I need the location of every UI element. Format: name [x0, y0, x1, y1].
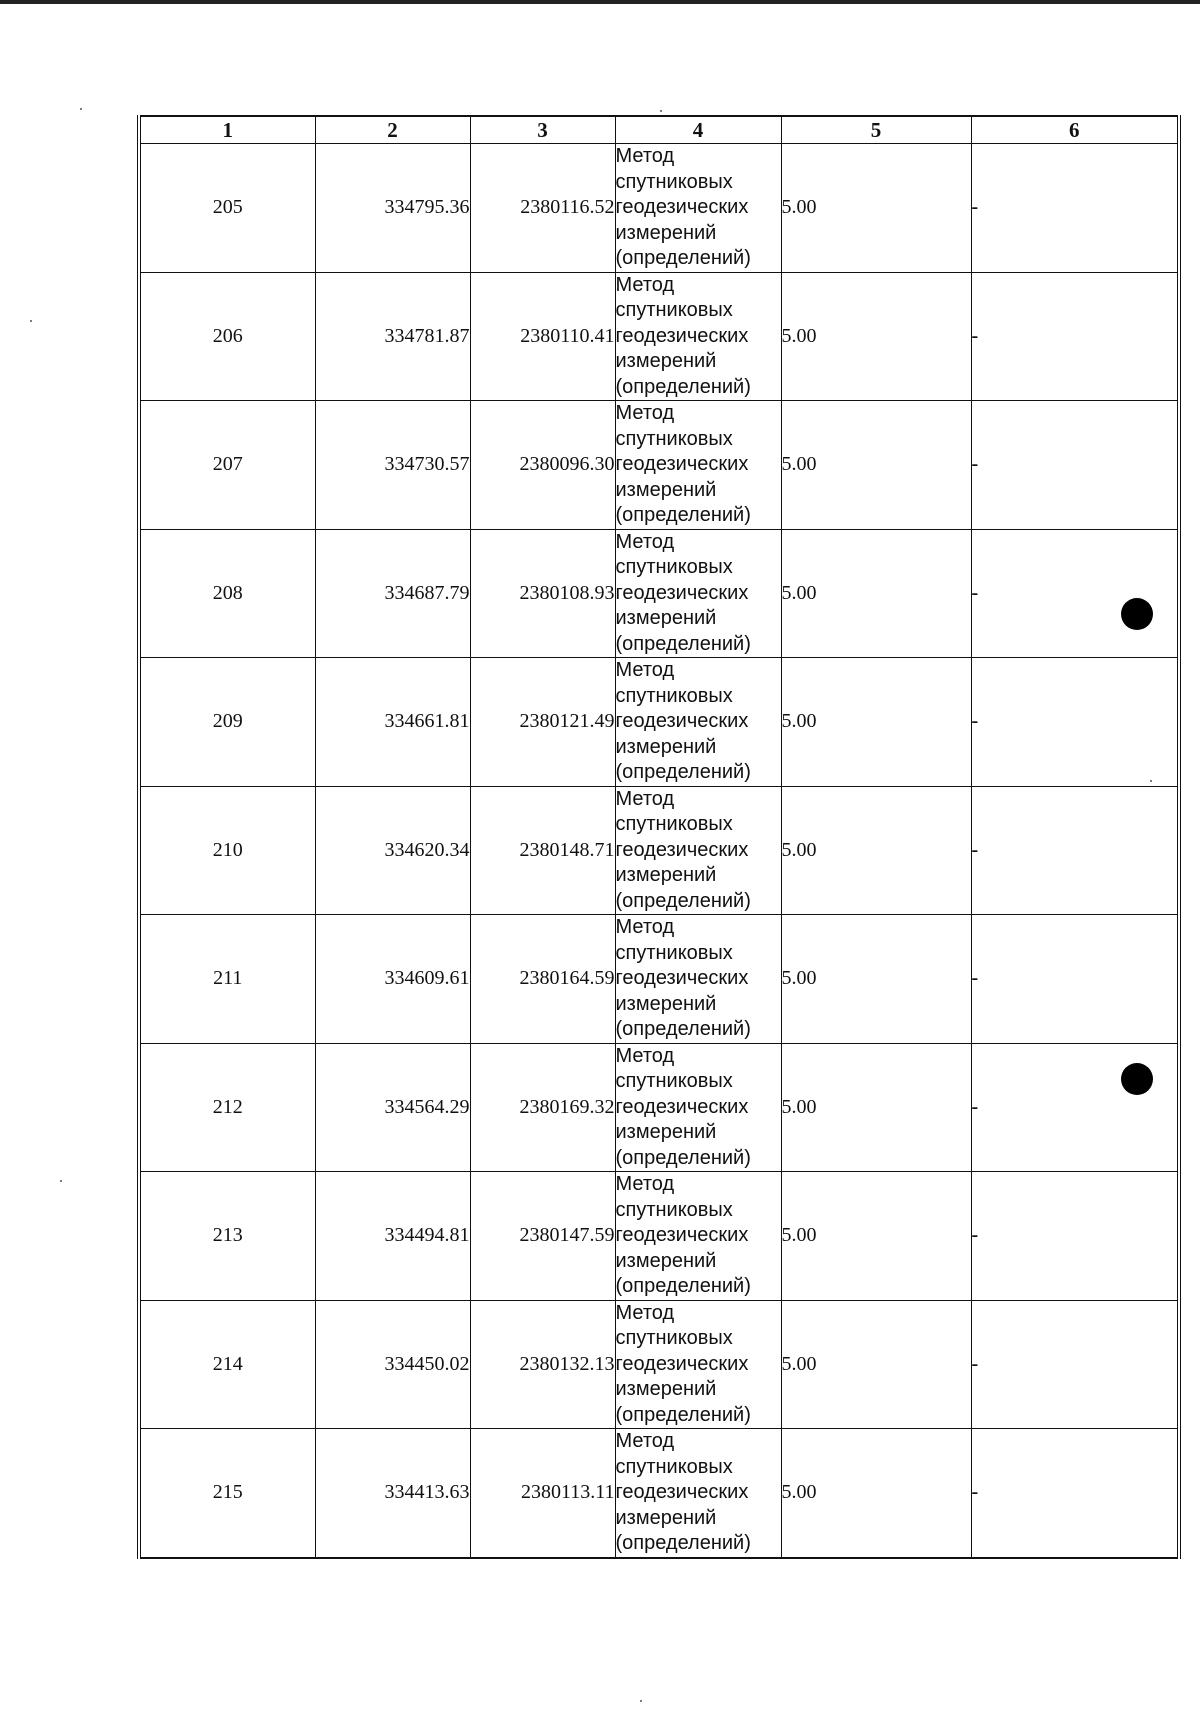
scan-speck — [660, 110, 662, 112]
method-line: (определений) — [615, 761, 751, 783]
method-line: измерений — [615, 864, 717, 886]
point-number-cell: 215 — [139, 1429, 315, 1558]
point-number-cell: 214 — [139, 1300, 315, 1429]
method-line: геодезических — [615, 710, 749, 732]
method-line: измерений — [615, 735, 717, 758]
table-row — [139, 786, 1179, 915]
method-line: Метод — [615, 1044, 675, 1067]
point-number-cell: 208 — [139, 529, 315, 658]
x-coordinate-cell: 334730.57 — [315, 401, 470, 530]
scan-speck — [30, 320, 32, 322]
document-page — [137, 115, 1177, 1559]
y-coordinate-cell: 2380121.49 — [470, 658, 615, 787]
method-line: измерений — [615, 1378, 717, 1400]
method-line: измерений — [615, 1121, 717, 1143]
note-cell: - — [971, 786, 1179, 915]
accuracy-cell: 5.00 — [781, 144, 971, 273]
method-line: спутниковых — [615, 1455, 733, 1478]
method-line: геодезических — [615, 1352, 749, 1375]
column-header-4: 4 — [615, 116, 781, 144]
method-line: (определений) — [615, 632, 751, 655]
point-number-cell: 209 — [139, 658, 315, 787]
method-line: (определений) — [615, 375, 751, 398]
table-row — [139, 1043, 1179, 1172]
method-line: геодезических — [615, 838, 749, 861]
table-row — [139, 529, 1179, 658]
method-line: геодезических — [615, 581, 749, 604]
y-coordinate-cell: 2380132.13 — [470, 1300, 615, 1429]
method-line: Метод — [615, 659, 675, 681]
header-row — [139, 116, 1179, 144]
ink-blot — [1121, 1063, 1153, 1095]
accuracy-cell: 5.00 — [781, 529, 971, 658]
method-line: спутниковых — [615, 1327, 733, 1349]
method-line: (определений) — [615, 1275, 751, 1297]
table-row — [139, 272, 1179, 401]
method-line: (определений) — [615, 1146, 751, 1169]
method-line: геодезических — [615, 324, 749, 347]
method-line: измерений — [615, 350, 717, 372]
point-number-cell: 213 — [139, 1172, 315, 1301]
method-line: Метод — [615, 916, 675, 938]
table-row — [139, 401, 1179, 530]
table-row — [139, 1429, 1179, 1558]
x-coordinate-cell: 334795.36 — [315, 144, 470, 273]
method-line: Метод — [615, 145, 675, 167]
x-coordinate-cell: 334620.34 — [315, 786, 470, 915]
method-line: (определений) — [615, 1018, 751, 1040]
method-line: (определений) — [615, 1532, 751, 1554]
accuracy-cell: 5.00 — [781, 1172, 971, 1301]
method-line: измерений — [615, 221, 717, 244]
method-line: геодезических — [615, 1095, 749, 1118]
y-coordinate-cell: 2380148.71 — [470, 786, 615, 915]
point-number-cell: 207 — [139, 401, 315, 530]
method-line: (определений) — [615, 247, 751, 269]
table-body — [139, 144, 1179, 1558]
method-line: спутниковых — [615, 941, 733, 964]
ink-blot — [1121, 598, 1153, 630]
accuracy-cell: 5.00 — [781, 658, 971, 787]
accuracy-cell: 5.00 — [781, 1429, 971, 1558]
method-line: Метод — [615, 1301, 675, 1324]
method-cell — [615, 658, 781, 787]
note-cell: - — [971, 1172, 1179, 1301]
column-header-2: 2 — [315, 116, 470, 144]
scan-speck — [640, 1700, 642, 1702]
column-header-3: 3 — [470, 116, 615, 144]
method-line: Метод — [615, 1173, 675, 1195]
method-line: спутниковых — [615, 684, 733, 707]
y-coordinate-cell: 2380096.30 — [470, 401, 615, 530]
scan-speck — [80, 108, 82, 110]
accuracy-cell: 5.00 — [781, 401, 971, 530]
y-coordinate-cell: 2380164.59 — [470, 915, 615, 1044]
method-cell — [615, 1172, 781, 1301]
note-cell: - — [971, 144, 1179, 273]
y-coordinate-cell: 2380110.41 — [470, 272, 615, 401]
method-line: геодезических — [615, 1224, 749, 1246]
method-cell — [615, 1300, 781, 1429]
table-row — [139, 144, 1179, 273]
method-line: измерений — [615, 478, 717, 501]
point-number-cell: 211 — [139, 915, 315, 1044]
note-cell: - — [971, 1300, 1179, 1429]
method-cell — [615, 1429, 781, 1558]
method-cell — [615, 401, 781, 530]
point-number-cell: 206 — [139, 272, 315, 401]
method-cell — [615, 786, 781, 915]
table-row — [139, 915, 1179, 1044]
method-line: спутниковых — [615, 813, 733, 835]
note-cell: - — [971, 272, 1179, 401]
coordinates-table — [137, 115, 1181, 1559]
accuracy-cell: 5.00 — [781, 786, 971, 915]
table-row — [139, 658, 1179, 787]
x-coordinate-cell: 334687.79 — [315, 529, 470, 658]
method-line: геодезических — [615, 1481, 749, 1503]
method-line: Метод — [615, 402, 675, 424]
method-cell — [615, 272, 781, 401]
scan-top-edge — [0, 0, 1200, 4]
accuracy-cell: 5.00 — [781, 1300, 971, 1429]
method-line: Метод — [615, 530, 675, 553]
y-coordinate-cell: 2380147.59 — [470, 1172, 615, 1301]
point-number-cell: 205 — [139, 144, 315, 273]
accuracy-cell: 5.00 — [781, 272, 971, 401]
method-line: измерений — [615, 607, 717, 629]
column-header-6: 6 — [971, 116, 1179, 144]
x-coordinate-cell: 334450.02 — [315, 1300, 470, 1429]
y-coordinate-cell: 2380116.52 — [470, 144, 615, 273]
y-coordinate-cell: 2380113.11 — [470, 1429, 615, 1558]
method-line: спутниковых — [615, 299, 733, 321]
point-number-cell: 212 — [139, 1043, 315, 1172]
method-line: спутниковых — [615, 1070, 733, 1092]
x-coordinate-cell: 334413.63 — [315, 1429, 470, 1558]
x-coordinate-cell: 334609.61 — [315, 915, 470, 1044]
y-coordinate-cell: 2380169.32 — [470, 1043, 615, 1172]
note-cell: - — [971, 1043, 1179, 1172]
method-line: спутниковых — [615, 1198, 733, 1221]
method-line: спутниковых — [615, 170, 733, 193]
x-coordinate-cell: 334781.87 — [315, 272, 470, 401]
method-cell — [615, 529, 781, 658]
method-line: геодезических — [615, 967, 749, 989]
method-line: Метод — [615, 273, 675, 296]
scan-speck — [60, 1180, 62, 1182]
method-cell — [615, 1043, 781, 1172]
note-cell: - — [971, 401, 1179, 530]
column-header-1: 1 — [139, 116, 315, 144]
accuracy-cell: 5.00 — [781, 915, 971, 1044]
method-line: Метод — [615, 787, 675, 810]
y-coordinate-cell: 2380108.93 — [470, 529, 615, 658]
note-cell: - — [971, 1429, 1179, 1558]
method-line: (определений) — [615, 889, 751, 912]
note-cell: - — [971, 658, 1179, 787]
method-line: измерений — [615, 1249, 717, 1272]
method-line: измерений — [615, 1506, 717, 1529]
method-line: (определений) — [615, 504, 751, 526]
method-cell — [615, 144, 781, 273]
method-line: измерений — [615, 992, 717, 1015]
point-number-cell: 210 — [139, 786, 315, 915]
method-line: спутниковых — [615, 556, 733, 578]
scan-speck — [1150, 780, 1152, 782]
column-header-5: 5 — [781, 116, 971, 144]
table-row — [139, 1300, 1179, 1429]
note-cell: - — [971, 529, 1179, 658]
x-coordinate-cell: 334494.81 — [315, 1172, 470, 1301]
method-line: Метод — [615, 1430, 675, 1452]
method-line: геодезических — [615, 453, 749, 475]
note-cell: - — [971, 915, 1179, 1044]
method-line: спутниковых — [615, 427, 733, 450]
accuracy-cell: 5.00 — [781, 1043, 971, 1172]
x-coordinate-cell: 334564.29 — [315, 1043, 470, 1172]
method-cell — [615, 915, 781, 1044]
x-coordinate-cell: 334661.81 — [315, 658, 470, 787]
method-line: (определений) — [615, 1403, 751, 1426]
table-row — [139, 1172, 1179, 1301]
method-line: геодезических — [615, 196, 749, 218]
